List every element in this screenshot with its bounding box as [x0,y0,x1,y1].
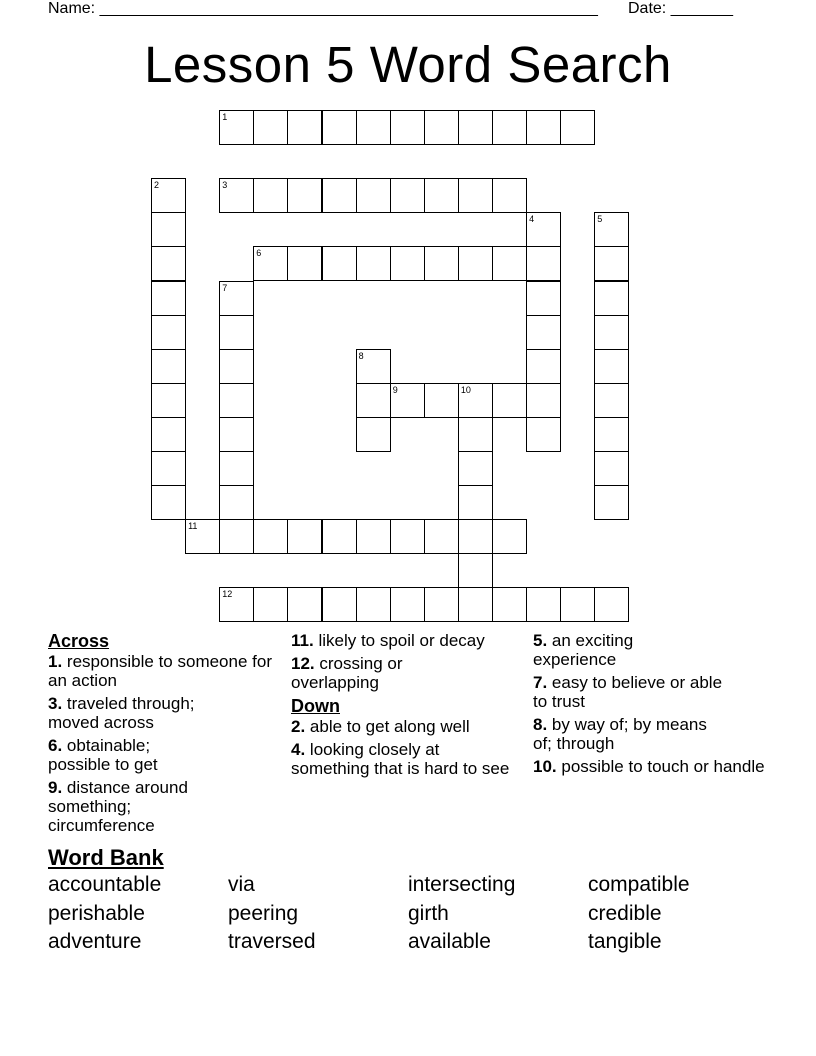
crossword-cell[interactable] [390,110,425,145]
crossword-cell[interactable] [492,519,527,554]
crossword-cell[interactable] [526,110,561,145]
crossword-cell[interactable] [151,451,186,486]
crossword-cell[interactable] [492,246,527,281]
crossword-cell[interactable] [594,587,629,622]
crossword-cell[interactable] [526,383,561,418]
crossword-cell[interactable] [356,110,391,145]
clue-across-1: 1. responsible to someone for an action [48,652,272,690]
crossword-cell[interactable] [390,519,425,554]
crossword-cell[interactable] [424,519,459,554]
crossword-cell[interactable] [151,212,186,247]
word-bank-word: traversed [228,930,316,953]
crossword-cell[interactable] [492,178,527,213]
word-bank-word: girth [408,902,449,925]
crossword-cell[interactable] [253,519,288,554]
crossword-cell[interactable] [492,383,527,418]
crossword-cell[interactable] [458,553,493,588]
clue-number: 7 [222,282,228,293]
crossword-cell[interactable] [594,417,629,452]
crossword-cell[interactable] [151,178,186,213]
crossword-cell[interactable] [287,110,322,145]
clue-down-10: 10. possible to touch or handle [533,757,765,776]
crossword-cell[interactable] [151,246,186,281]
crossword-cell[interactable] [219,349,254,384]
crossword-cell[interactable] [322,110,357,145]
crossword-cell[interactable] [560,587,595,622]
crossword-cell[interactable] [458,383,493,418]
crossword-cell[interactable] [287,178,322,213]
crossword-cell[interactable] [356,246,391,281]
clue-across-11: 11. likely to spoil or decay [291,631,485,650]
crossword-cell[interactable] [219,110,254,145]
crossword-cell[interactable] [390,246,425,281]
crossword-cell[interactable] [390,178,425,213]
clue-across-9: 9. distance around something; circumference [48,778,188,835]
crossword-cell[interactable] [458,519,493,554]
clue-number: 6 [256,248,262,259]
crossword-cell[interactable] [594,246,629,281]
crossword-cell[interactable] [526,281,561,316]
page-title: Lesson 5 Word Search [144,36,672,93]
crossword-cell[interactable] [356,383,391,418]
word-bank-word: tangible [588,930,662,953]
down-heading: Down [291,696,340,716]
word-bank-word: accountable [48,873,162,896]
crossword-cell[interactable] [219,178,254,213]
crossword-cell[interactable] [560,110,595,145]
crossword-cell[interactable] [151,349,186,384]
crossword-cell[interactable] [322,587,357,622]
crossword-cell[interactable] [458,587,493,622]
crossword-cell[interactable] [219,587,254,622]
date-field-line: Date: _______ [628,0,733,17]
crossword-cell[interactable] [322,246,357,281]
crossword-cell[interactable] [219,451,254,486]
crossword-cell[interactable] [458,110,493,145]
clue-number: 9 [392,384,398,395]
clue-down-8: 8. by way of; by means of; through [533,715,707,753]
crossword-cell[interactable] [526,587,561,622]
crossword-cell[interactable] [356,349,391,384]
crossword-cell[interactable] [390,383,425,418]
crossword-cell[interactable] [287,519,322,554]
word-bank-word: adventure [48,930,142,953]
crossword-cell[interactable] [424,587,459,622]
crossword-cell[interactable] [219,281,254,316]
crossword-cell[interactable] [185,519,220,554]
crossword-cell[interactable] [594,485,629,520]
crossword-cell[interactable] [151,315,186,350]
word-bank-word: via [228,873,255,896]
crossword-cell[interactable] [594,383,629,418]
crossword-cell[interactable] [356,587,391,622]
word-bank-word: available [408,930,491,953]
word-bank-word: peering [228,902,299,925]
crossword-cell[interactable] [594,349,629,384]
crossword-cell[interactable] [458,246,493,281]
crossword-cell[interactable] [219,383,254,418]
clue-number: 2 [154,180,160,191]
word-bank-word: perishable [48,902,145,925]
crossword-cell[interactable] [594,315,629,350]
crossword-cell[interactable] [219,485,254,520]
crossword-cell[interactable] [322,519,357,554]
clue-number: 5 [597,214,603,225]
crossword-cell[interactable] [526,315,561,350]
crossword-cell[interactable] [287,246,322,281]
crossword-cell[interactable] [594,212,629,247]
crossword-cell[interactable] [526,212,561,247]
clue-number: 1 [222,112,228,122]
crossword-cell[interactable] [322,178,357,213]
crossword-cell[interactable] [151,417,186,452]
crossword-cell[interactable] [458,417,493,452]
crossword-cell[interactable] [219,315,254,350]
clue-down-7: 7. easy to believe or able to trust [533,673,723,711]
clue-across-3: 3. traveled through; moved across [48,694,195,732]
crossword-cell[interactable] [492,110,527,145]
name-field-line: Name: ________________________________________________________ [48,0,598,17]
crossword-cell[interactable] [424,246,459,281]
crossword-cell[interactable] [253,110,288,145]
crossword-cell[interactable] [253,246,288,281]
word-bank-word: intersecting [408,873,516,896]
word-bank-word: compatible [588,873,690,896]
crossword-cell[interactable] [424,383,459,418]
clue-down-2: 2. able to get along well [291,717,470,736]
clues-column-3 [533,628,773,780]
crossword-cell[interactable] [356,519,391,554]
crossword-cell[interactable] [390,587,425,622]
clue-across-12: 12. crossing or overlapping [291,654,403,692]
clue-number: 4 [529,214,535,225]
crossword-cell[interactable] [492,587,527,622]
word-bank-word: credible [588,902,662,925]
across-heading: Across [48,631,110,651]
clue-number: 8 [358,350,364,361]
crossword-cell[interactable] [219,417,254,452]
crossword-cell[interactable] [151,485,186,520]
crossword-cell[interactable] [151,383,186,418]
crossword-cell[interactable] [151,281,186,316]
clue-across-6: 6. obtainable; possible to get [48,736,158,774]
clue-down-4: 4. looking closely at something that is hard to see [291,740,510,778]
clue-number: 12 [222,589,233,600]
clue-number: 3 [222,180,228,191]
crossword-cell[interactable] [526,417,561,452]
crossword-cell[interactable] [458,178,493,213]
crossword-cell[interactable] [356,178,391,213]
clue-number: 10 [460,384,471,395]
word-bank-title: Word Bank [48,845,164,870]
crossword-cell[interactable] [594,451,629,486]
crossword-cell[interactable] [526,246,561,281]
crossword-cell[interactable] [424,110,459,145]
crossword-cell[interactable] [356,417,391,452]
crossword-cell[interactable] [424,178,459,213]
crossword-cell[interactable] [458,485,493,520]
crossword-cell[interactable] [219,519,254,554]
crossword-cell[interactable] [253,178,288,213]
clues-column-2 [291,628,519,782]
clue-down-5: 5. an exciting experience [533,631,634,669]
crossword-cell[interactable] [594,281,629,316]
clues-column-1 [48,628,276,839]
crossword-cell[interactable] [526,349,561,384]
crossword-cell[interactable] [253,587,288,622]
crossword-cell[interactable] [458,451,493,486]
clue-number: 11 [188,521,198,532]
crossword-cell[interactable] [287,587,322,622]
